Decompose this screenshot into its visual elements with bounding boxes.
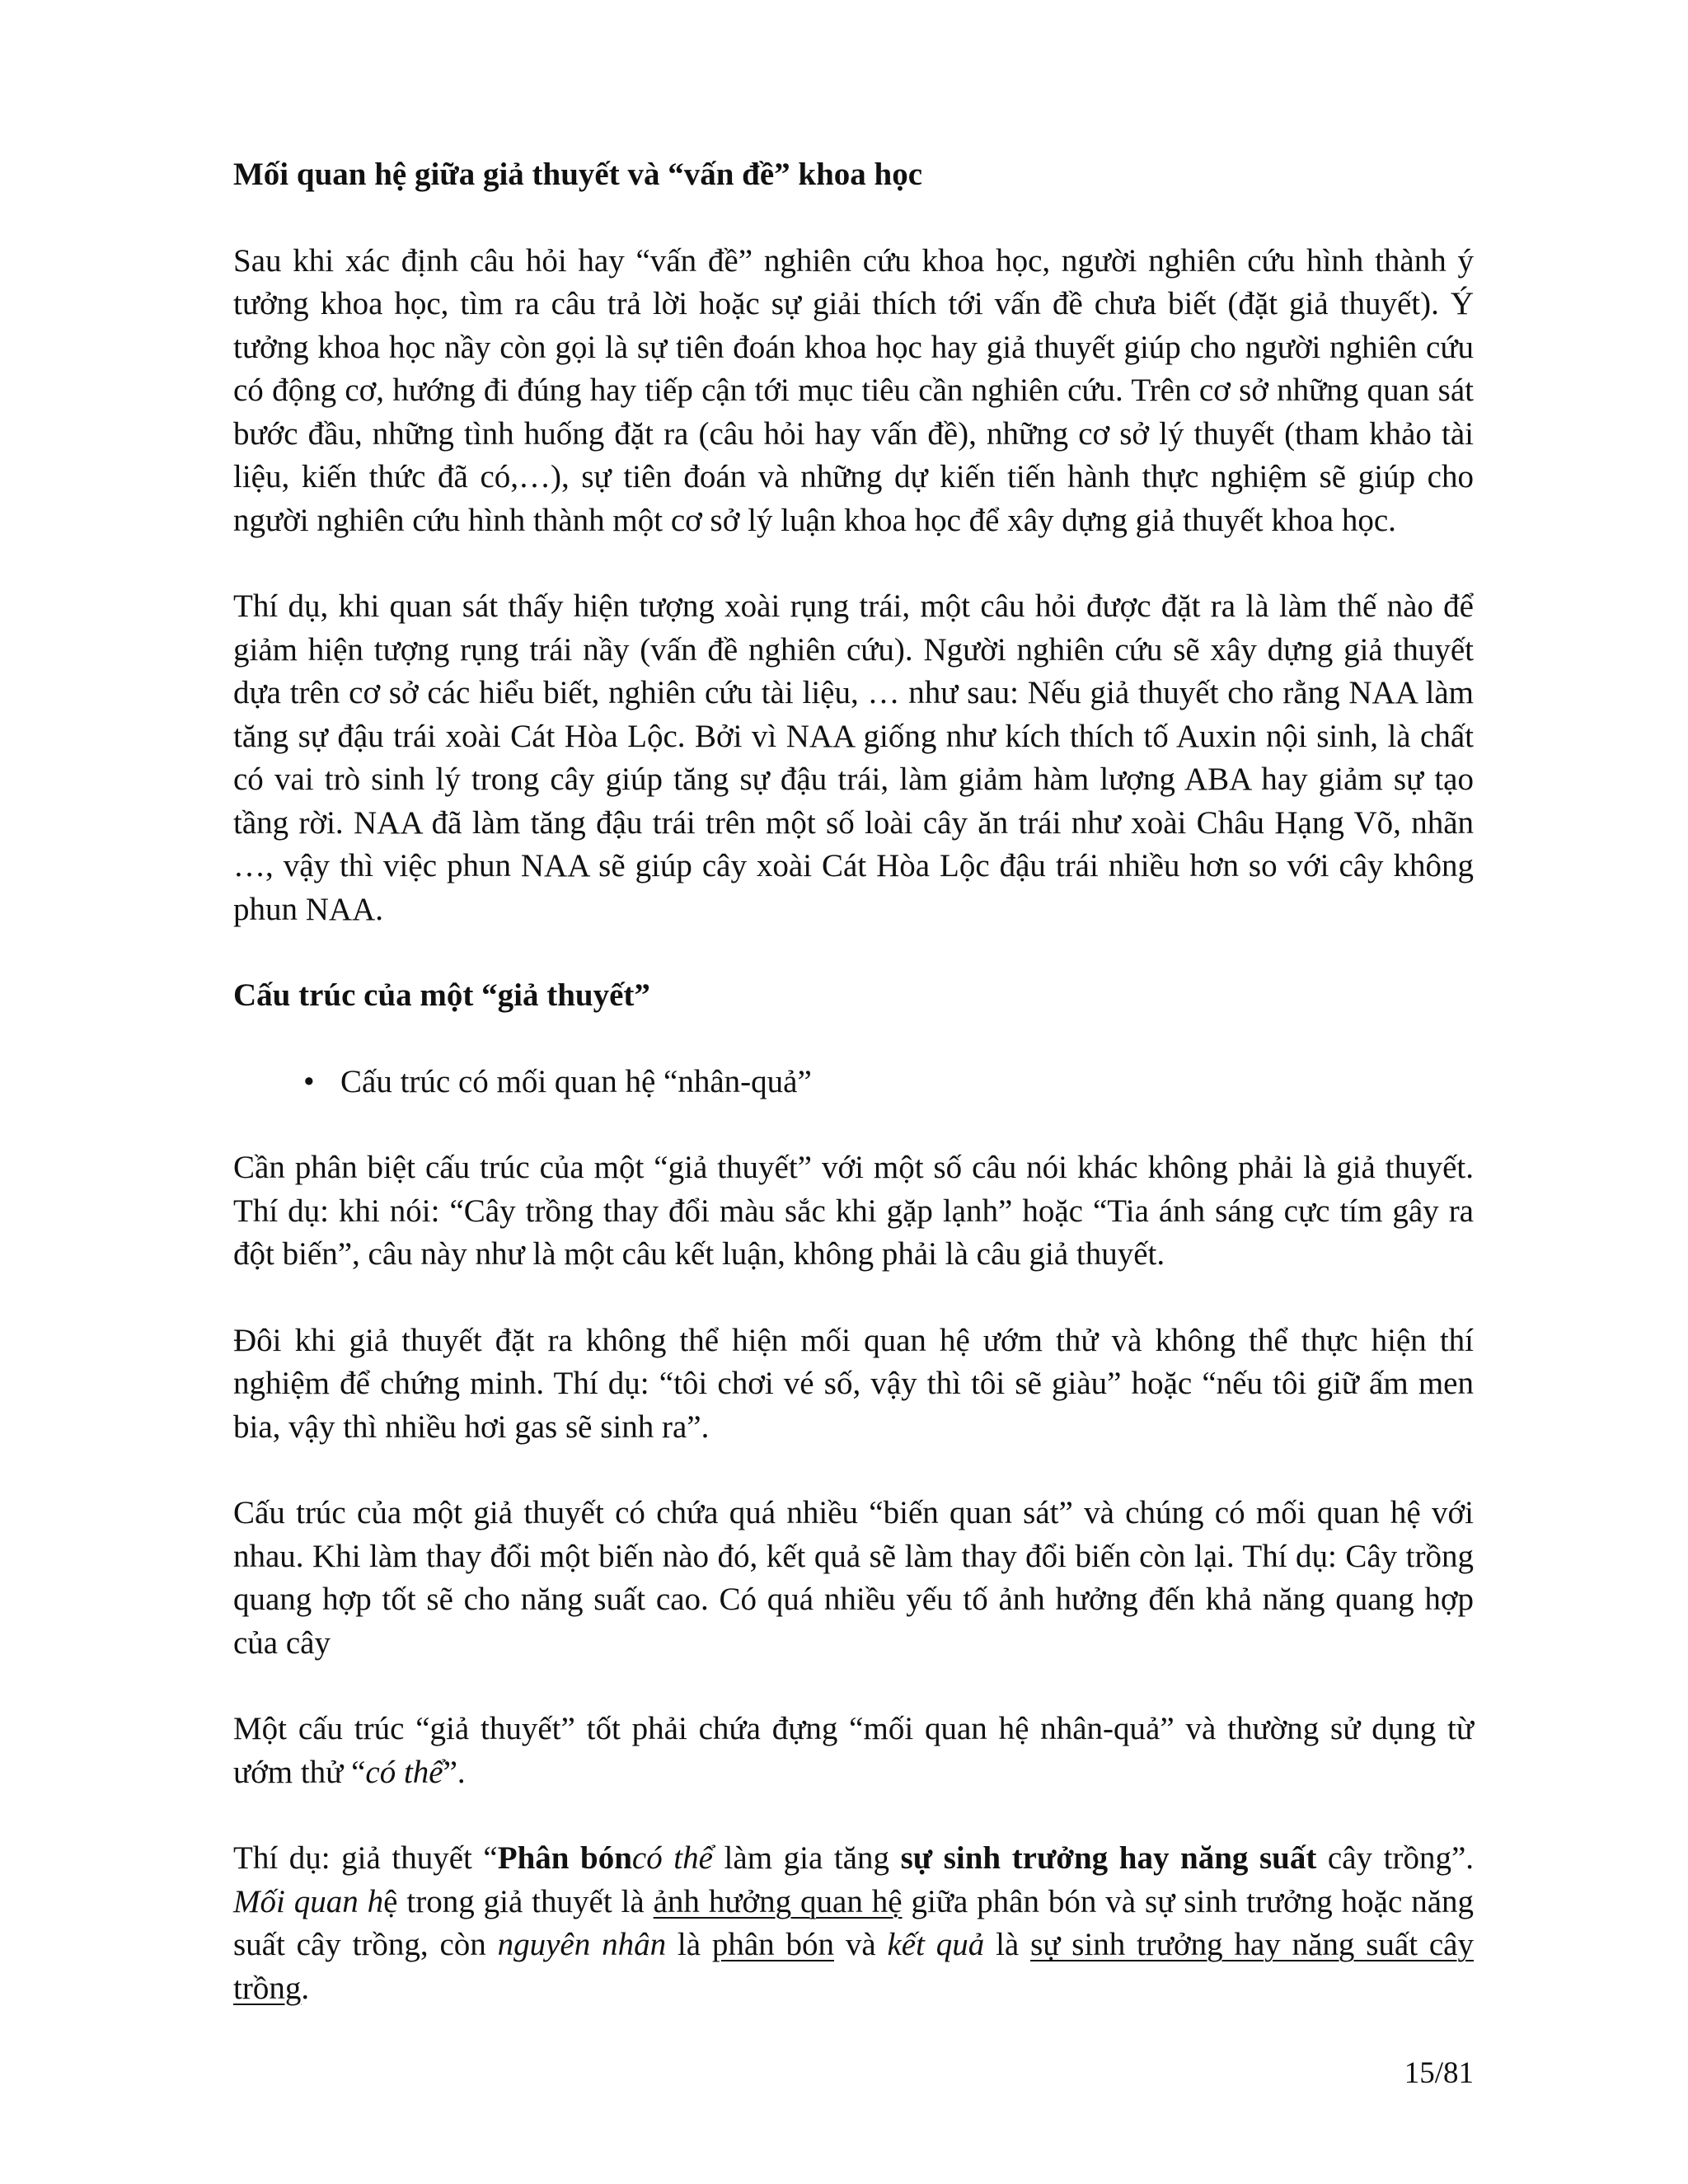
italic-text-run: có thể — [365, 1754, 443, 1790]
text-run: giữa phân bón và sự sinh trưởng hoặc năng suất cây trồng, còn — [233, 1883, 1475, 1962]
underlined-text-run: phân bón — [711, 1927, 835, 1962]
paragraph-distinguish-structure: Cần phân biệt cấu trúc của một “giả thuyết” với một số câu nói khác không phải là giả thuyết. Thí dụ: khi nói: “Cây trồng thay đổi màu sắc khi gặp lạnh” hoặc “Tia ánh sáng cực tím gây ra đột biến”, câu này như là một câu kết luận, không phải là câu giả thuyết. — [233, 1150, 1474, 1272]
paragraph-untestable-hypothesis: Đôi khi giả thuyết đặt ra không thể hiện mối quan hệ ướm thử và không thể thực hiện thí nghiệm để chứng minh. Thí dụ: “tôi chơi vé số, vậy thì tôi sẽ giàu” hoặc “nếu tôi giữ ấm men bia, vậy thì nhiều hơi gas sẽ sinh ra”. — [233, 1322, 1474, 1445]
text-run: ệ trong giả thuyết là — [383, 1883, 654, 1919]
paragraph-fertilizer-example — [233, 1837, 1474, 2010]
bullet-icon: • — [303, 1063, 315, 1099]
italic-text-run: Mối quan h — [233, 1883, 384, 1919]
bullet-text: Cấu trúc có mối quan hệ “nhân-quả” — [340, 1063, 812, 1099]
section-heading-structure: Cấu trúc của một “giả thuyết” — [233, 977, 650, 1013]
bold-text-run: Phân bón — [497, 1840, 632, 1876]
section-heading-relationship: Mối quan hệ giữa giả thuyết và “vấn đề” khoa học — [233, 157, 923, 192]
text-run: làm gia tăng — [712, 1840, 901, 1876]
underlined-text-run: ảnh hưởng quan hệ — [653, 1883, 903, 1919]
text-run: là — [666, 1927, 712, 1962]
text-run: và — [834, 1927, 888, 1962]
page-content — [233, 153, 1474, 2010]
text-run: Một cấu trúc “giả thuyết” tốt phải chứa đựng “mối quan hệ nhân-quả” và thường sử dụng từ ướm thử “ — [233, 1711, 1474, 1790]
bold-text-run: sự sinh trưởng hay năng suất — [900, 1840, 1317, 1876]
text-run: cây trồng”. — [1316, 1840, 1475, 1876]
page-number: 15/81 — [1404, 2056, 1474, 2090]
paragraph-hypothesis-formation: Sau khi xác định câu hỏi hay “vấn đề” nghiên cứu khoa học, người nghiên cứu hình thành ý tưởng khoa học, tìm ra câu trả lời hoặc sự giải thích tới vấn đề chưa biết (đặt giả thuyết). Ý tưởng khoa học nầy còn gọi là sự tiên đoán khoa học hay giả thuyết giúp cho người nghiên cứu có động cơ, hướng đi đúng hay tiếp cận tới mục tiêu cần nghiên cứu. Trên cơ sở những quan sát bước đầu, những tình huống đặt ra (câu hỏi hay vấn đề), những cơ sở lý thuyết (tham khảo tài liệu, kiến thức đã có,…), sự tiên đoán và những dự kiến tiến hành thực nghiệm sẽ giúp cho người nghiên cứu hình thành một cơ sở lý luận khoa học để xây dựng giả thuyết khoa học. — [233, 242, 1474, 538]
italic-text-run: kết quả — [887, 1927, 985, 1962]
paragraph-mango-example: Thí dụ, khi quan sát thấy hiện tượng xoài rụng trái, một câu hỏi được đặt ra là làm thế nào để giảm hiện tượng rụng trái nầy (vấn đề nghiên cứu). Người nghiên cứu sẽ xây dựng giả thuyết dựa trên cơ sở các hiểu biết, nghiên cứu tài liệu, … như sau: Nếu giả thuyết cho rằng NAA làm tăng sự đậu trái xoài Cát Hòa Lộc. Bởi vì NAA giống như kích thích tố Auxin nội sinh, là chất có vai trò sinh lý trong cây giúp tăng sự đậu trái, làm giảm hàm lượng ABA hay giảm sự tạo tầng rời. NAA đã làm tăng đậu trái trên một số loài cây ăn trái như xoài Châu Hạng Võ, nhãn …, vậy thì việc phun NAA sẽ giúp cây xoài Cát Hòa Lộc đậu trái nhiều hơn so với cây không phun NAA. — [233, 588, 1474, 927]
paragraph-too-many-variables: Cấu trúc của một giả thuyết có chứa quá nhiều “biến quan sát” và chúng có mối quan hệ với nhau. Khi làm thay đổi một biến nào đó, kết quả sẽ làm thay đổi biến còn lại. Thí dụ: Cây trồng quang hợp tốt sẽ cho năng suất cao. Có quá nhiều yếu tố ảnh hưởng đến khả năng quang hợp của cây — [233, 1495, 1474, 1661]
text-run: Thí dụ: giả thuyết “ — [233, 1840, 498, 1876]
bullet-item-cause-effect — [233, 1061, 1474, 1104]
paragraph-good-structure — [233, 1708, 1474, 1794]
text-run: . — [301, 1970, 310, 2006]
text-run: ”. — [443, 1754, 466, 1790]
text-run: là — [984, 1927, 1031, 1962]
underlined-text-run: sự sinh trưởng hay năng suất cây trồng — [233, 1927, 1474, 2006]
italic-text-run: có thể — [631, 1840, 713, 1876]
italic-text-run: nguyên nhân — [497, 1927, 667, 1962]
